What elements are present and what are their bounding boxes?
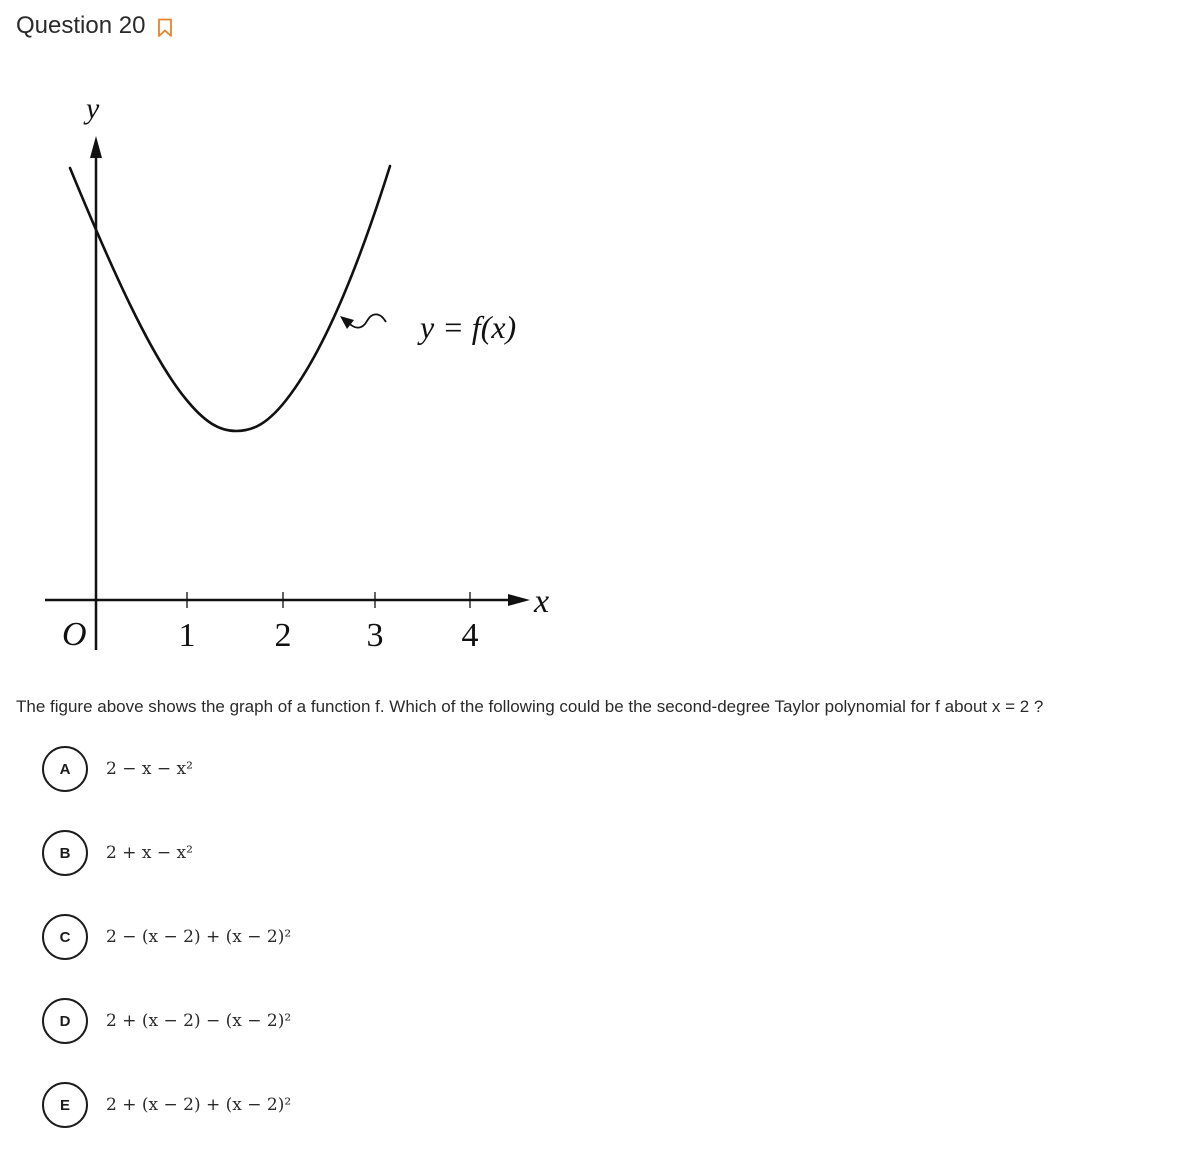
option-a[interactable] [42, 745, 291, 793]
curve-label-pointer-arrow [340, 316, 354, 329]
option-b[interactable] [42, 829, 291, 877]
curve-label: y = f(x) [420, 309, 517, 345]
option-b-text[interactable]: 2 + x − x² [106, 843, 193, 863]
option-b-letter[interactable]: B [42, 830, 88, 876]
function-graph [0, 80, 600, 680]
option-c[interactable] [42, 913, 291, 961]
y-axis-arrow [90, 136, 102, 158]
bookmark-icon[interactable] [157, 18, 173, 38]
option-e-letter[interactable]: E [42, 1082, 88, 1128]
question-header [16, 12, 173, 40]
option-a-text[interactable]: 2 − x − x² [106, 759, 193, 779]
question-prompt: The figure above shows the graph of a function f. Which of the following could be the second-degree Taylor polynomial for f about x = 2 ? [16, 697, 1044, 716]
x-tick-label-4: 4 [461, 617, 479, 654]
option-c-text[interactable]: 2 − (x − 2) + (x − 2)² [106, 927, 292, 947]
function-curve [70, 166, 390, 431]
origin-label: O [62, 616, 87, 653]
x-axis-arrow [508, 594, 530, 606]
option-a-letter[interactable]: A [42, 746, 88, 792]
x-tick-label-3: 3 [366, 617, 384, 654]
option-d-text[interactable]: 2 + (x − 2) − (x − 2)² [106, 1011, 292, 1031]
x-tick-label-2: 2 [274, 617, 292, 654]
answer-options [42, 745, 291, 1165]
option-e[interactable] [42, 1081, 291, 1129]
question-title: Question 20 [16, 12, 146, 39]
option-d[interactable] [42, 997, 291, 1045]
x-axis-label: x [534, 583, 550, 620]
option-c-letter[interactable]: C [42, 914, 88, 960]
option-e-text[interactable]: 2 + (x − 2) + (x − 2)² [106, 1095, 292, 1115]
option-d-letter[interactable]: D [42, 998, 88, 1044]
x-tick-label-1: 1 [178, 617, 196, 654]
y-axis-label: y [86, 92, 100, 125]
